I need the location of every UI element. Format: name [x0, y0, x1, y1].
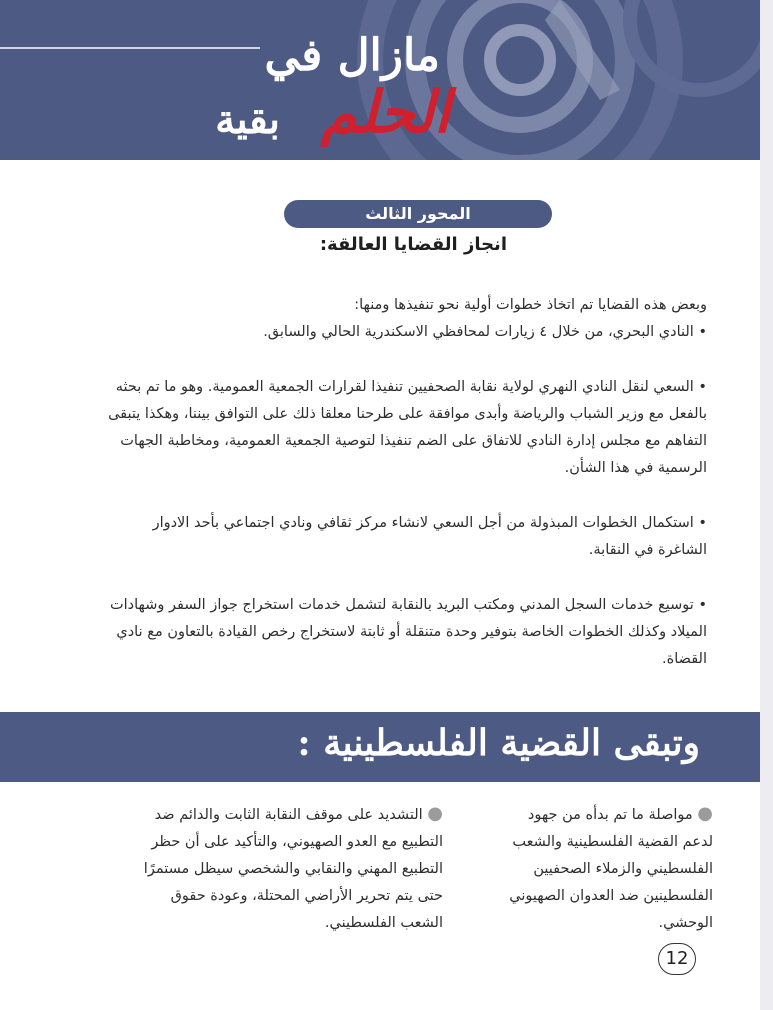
title-line-2: الحلم: [320, 78, 450, 146]
header-banner: [0, 0, 760, 160]
column-right: [503, 800, 713, 937]
title-line-1: مازال في: [264, 30, 440, 81]
paragraph-1: وبعض هذه القضايا تم اتخاذ خطوات أولية نحو تنفيذها ومنها: • النادي البحري، من خلال ٤ زيارات لمحافظي الاسكندرية الحالي والسابق.: [263, 297, 707, 340]
section-subtitle: انجاز القضايا العالقة:: [319, 234, 507, 255]
bullet-dot: ●: [697, 803, 713, 824]
paragraph-3: • استكمال الخطوات المبذولة من أجل السعي لانشاء مركز ثقافي ونادي اجتماعي بأحد الادوار الشاغرة في النقابة.: [152, 515, 707, 558]
paragraph-4: • توسيع خدمات السجل المدني ومكتب البريد بالنقابة لتشمل خدمات استخراج جواز السفر وشهادات الميلاد وكذلك الخطوات الخاصة بتوفير وحدة متنقلة أو ثابتة لاستخراج رخص القيادة بالتعاون مع نادي القضاة.: [110, 597, 707, 667]
bullet-dot: ●: [427, 803, 443, 824]
page-number: 12: [658, 943, 696, 975]
section-banner: [0, 712, 760, 782]
paragraph-2: • السعي لنقل النادي النهري لولاية نقابة الصحفيين تنفيذا لقرارات الجمعية العمومية. وهو ما تم بحثه بالفعل مع وزير الشباب والرياضة وأبدى موافقة على طرحنا معلقا ذلك على التوافق بيننا، وهكذا يتبقى التفاهم مع مجلس إدارة النادي للاتفاق على الضم تنفيذا لتوصية الجمعية العمومية، ومخاطبة الجهات الرسمية في هذا الشأن.: [108, 379, 707, 476]
column-right-text: مواصلة ما تم بدأه من جهود لدعم القضية الفلسطينية والشعب الفلسطيني والزملاء الصحفيين الفلسطينين ضد العدوان الصهيوني الوحشي.: [509, 807, 713, 931]
page-edge-strip: [760, 0, 773, 1010]
section-label: المحور الثالث: [284, 200, 552, 228]
banner-title: وتبقى القضية الفلسطينية :: [297, 722, 700, 764]
column-left: [143, 800, 443, 937]
column-left-text: التشديد على موقف النقابة الثابت والدائم ضد التطبيع مع العدو الصهيوني، والتأكيد على أن حظر التطبيع المهني والنقابي والشخصي سيظل مستمرًا حتى يتم تحرير الأراضي المحتلة، وعودة حقوق الشعب الفلسطيني.: [143, 807, 443, 931]
title-line-3: بقية: [215, 96, 280, 143]
